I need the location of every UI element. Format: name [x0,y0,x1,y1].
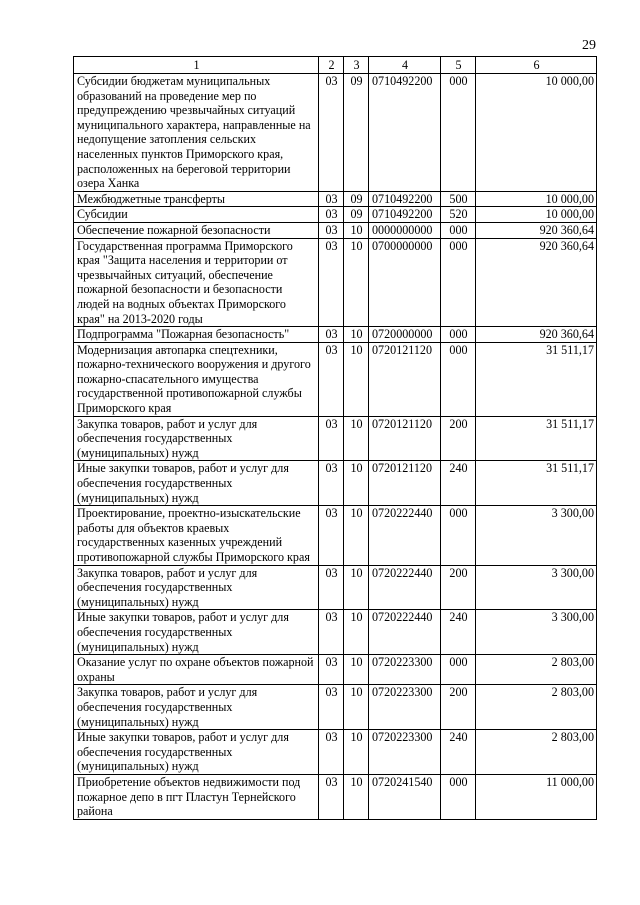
expense-type-code: 240 [441,610,476,655]
row-name: Оказание услуг по охране объектов пожарной охраны [74,655,319,685]
amount: 31 511,17 [476,416,597,461]
amount: 2 803,00 [476,685,597,730]
section-code: 03 [319,327,344,343]
row-name: Обеспечение пожарной безопасности [74,222,319,238]
section-code: 03 [319,685,344,730]
amount: 3 300,00 [476,610,597,655]
expense-type-code: 520 [441,207,476,223]
amount: 10 000,00 [476,207,597,223]
amount: 920 360,64 [476,327,597,343]
row-name: Закупка товаров, работ и услуг для обеспечения государственных (муниципальных) нужд [74,565,319,610]
section-code: 03 [319,655,344,685]
subsection-code: 10 [344,610,369,655]
section-code: 03 [319,461,344,506]
amount: 2 803,00 [476,655,597,685]
budget-table [73,56,597,820]
subsection-code: 09 [344,74,369,192]
table-row [74,74,597,192]
subsection-code: 10 [344,222,369,238]
expense-type-code: 240 [441,461,476,506]
expense-type-code: 000 [441,655,476,685]
subsection-code: 10 [344,565,369,610]
row-name: Подпрограмма "Пожарная безопасность" [74,327,319,343]
header-row [74,57,597,74]
expense-type-code: 200 [441,685,476,730]
expense-type-code: 000 [441,342,476,416]
expense-type-code: 500 [441,191,476,207]
target-article-code: 0720000000 [369,327,441,343]
column-header: 6 [476,57,597,74]
table-row [74,461,597,506]
column-header: 5 [441,57,476,74]
row-name: Субсидии бюджетам муниципальных образований на проведение мер по предупреждению чрезвычайных ситуаций муниципального характера, направленные на недопущение затопления сельских населенных пунктов Приморского края, расположенных на береговой территории озера Ханка [74,74,319,192]
subsection-code: 10 [344,416,369,461]
column-header: 3 [344,57,369,74]
target-article-code: 0700000000 [369,238,441,327]
expense-type-code: 240 [441,730,476,775]
table-body [74,74,597,820]
subsection-code: 10 [344,774,369,819]
expense-type-code: 200 [441,416,476,461]
target-article-code: 0710492200 [369,74,441,192]
target-article-code: 0710492200 [369,207,441,223]
amount: 3 300,00 [476,506,597,565]
table-row [74,730,597,775]
expense-type-code: 000 [441,774,476,819]
amount: 10 000,00 [476,191,597,207]
amount: 11 000,00 [476,774,597,819]
amount: 10 000,00 [476,74,597,192]
expense-type-code: 000 [441,222,476,238]
section-code: 03 [319,191,344,207]
expense-type-code: 200 [441,565,476,610]
amount: 31 511,17 [476,461,597,506]
row-name: Модернизация автопарка спецтехники, пожарно-технического вооружения и другого пожарно-спасательного имущества государственной противопожарной службы Приморского края [74,342,319,416]
amount: 2 803,00 [476,730,597,775]
table-row [74,191,597,207]
target-article-code: 0720222440 [369,565,441,610]
target-article-code: 0710492200 [369,191,441,207]
target-article-code: 0720222440 [369,610,441,655]
target-article-code: 0000000000 [369,222,441,238]
section-code: 03 [319,342,344,416]
target-article-code: 0720222440 [369,506,441,565]
target-article-code: 0720223300 [369,685,441,730]
row-name: Субсидии [74,207,319,223]
subsection-code: 10 [344,506,369,565]
subsection-code: 10 [344,730,369,775]
row-name: Проектирование, проектно-изыскательские работы для объектов краевых государственных казенных учреждений противопожарной службы Приморского края [74,506,319,565]
section-code: 03 [319,730,344,775]
amount: 31 511,17 [476,342,597,416]
section-code: 03 [319,238,344,327]
table-row [74,416,597,461]
table-row [74,655,597,685]
table-row [74,610,597,655]
subsection-code: 09 [344,207,369,223]
expense-type-code: 000 [441,506,476,565]
row-name: Государственная программа Приморского края "Защита населения и территории от чрезвычайных ситуаций, обеспечение пожарной безопасности и безопасности людей на водных объектах Приморского края" на 2013-2020 годы [74,238,319,327]
table-row [74,342,597,416]
target-article-code: 0720223300 [369,730,441,775]
row-name: Иные закупки товаров, работ и услуг для обеспечения государственных (муниципальных) нужд [74,461,319,506]
section-code: 03 [319,506,344,565]
table-row [74,774,597,819]
subsection-code: 10 [344,461,369,506]
row-name: Иные закупки товаров, работ и услуг для обеспечения государственных (муниципальных) нужд [74,610,319,655]
expense-type-code: 000 [441,327,476,343]
section-code: 03 [319,74,344,192]
section-code: 03 [319,222,344,238]
subsection-code: 10 [344,238,369,327]
subsection-code: 10 [344,685,369,730]
section-code: 03 [319,207,344,223]
column-header: 2 [319,57,344,74]
page-number: 29 [582,38,596,53]
subsection-code: 10 [344,655,369,685]
table-row [74,506,597,565]
subsection-code: 09 [344,191,369,207]
row-name: Иные закупки товаров, работ и услуг для обеспечения государственных (муниципальных) нужд [74,730,319,775]
section-code: 03 [319,416,344,461]
table-row [74,207,597,223]
target-article-code: 0720121120 [369,342,441,416]
table-row [74,238,597,327]
row-name: Межбюджетные трансферты [74,191,319,207]
table-row [74,222,597,238]
amount: 920 360,64 [476,238,597,327]
section-code: 03 [319,565,344,610]
column-header: 1 [74,57,319,74]
expense-type-code: 000 [441,74,476,192]
row-name: Закупка товаров, работ и услуг для обеспечения государственных (муниципальных) нужд [74,416,319,461]
table-row [74,685,597,730]
amount: 920 360,64 [476,222,597,238]
section-code: 03 [319,610,344,655]
target-article-code: 0720121120 [369,416,441,461]
target-article-code: 0720241540 [369,774,441,819]
target-article-code: 0720121120 [369,461,441,506]
row-name: Приобретение объектов недвижимости под пожарное депо в пгт Пластун Тернейского района [74,774,319,819]
subsection-code: 10 [344,342,369,416]
subsection-code: 10 [344,327,369,343]
row-name: Закупка товаров, работ и услуг для обеспечения государственных (муниципальных) нужд [74,685,319,730]
target-article-code: 0720223300 [369,655,441,685]
section-code: 03 [319,774,344,819]
amount: 3 300,00 [476,565,597,610]
table-row [74,565,597,610]
column-header: 4 [369,57,441,74]
expense-type-code: 000 [441,238,476,327]
table-row [74,327,597,343]
